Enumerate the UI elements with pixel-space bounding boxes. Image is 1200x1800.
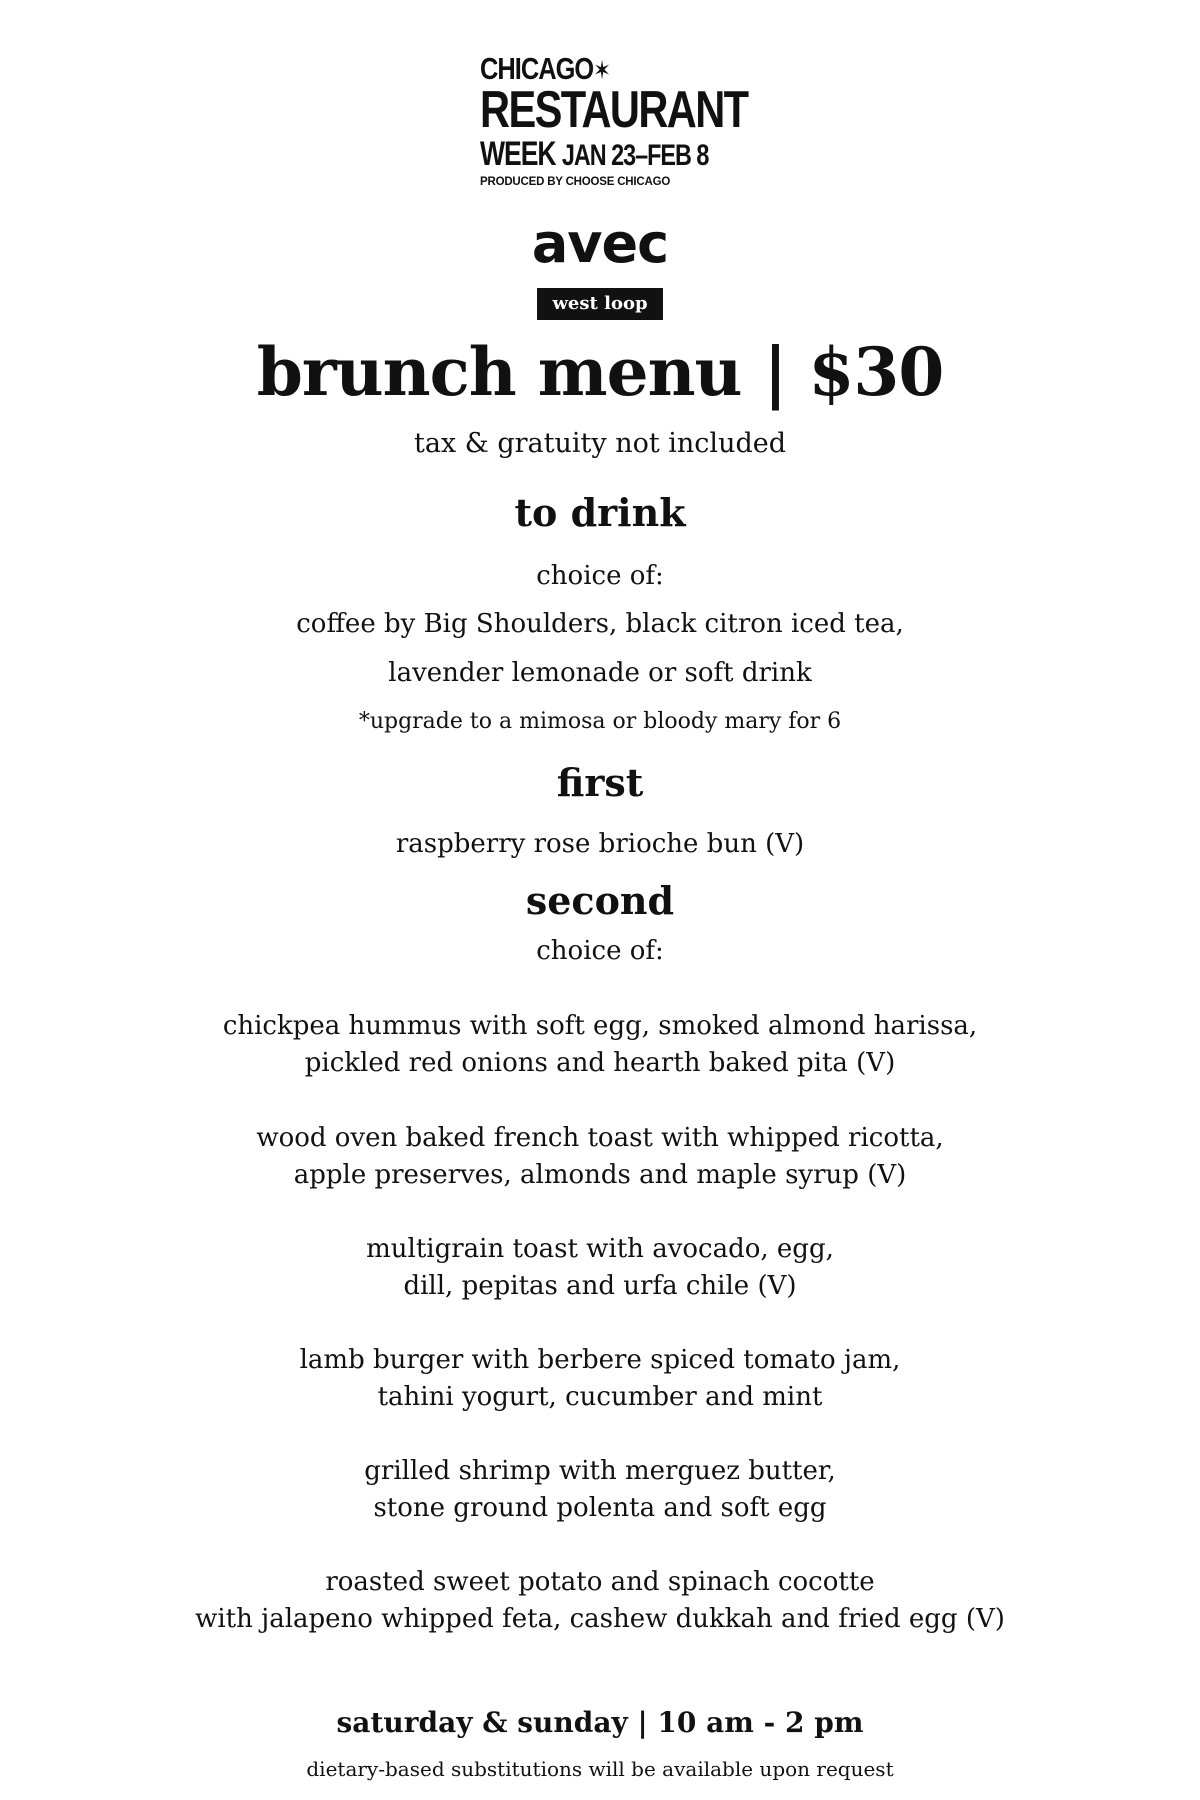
first-course-item: raspberry rose brioche bun (V): [395, 829, 805, 859]
second-choice-label: choice of:: [536, 936, 664, 966]
logo-restaurant: RESTAURANT: [480, 81, 748, 139]
logo-dates: JAN 23–FEB 8: [561, 139, 709, 172]
drink-options-line-1: coffee by Big Shoulders, black citron iced tea,: [296, 609, 904, 639]
dish-line-1: roasted sweet potato and spinach cocotte: [325, 1567, 875, 1597]
dish-item: [0, 1564, 1200, 1638]
dish-line-1: multigrain toast with avocado, egg,: [366, 1234, 834, 1264]
dish-item: [0, 1342, 1200, 1416]
chicago-restaurant-week-logo: [480, 51, 748, 189]
dish-line-2: apple preserves, almonds and maple syrup (V): [293, 1160, 907, 1190]
menu-subtitle: tax & gratuity not included: [413, 428, 786, 459]
dish-line-2: stone ground polenta and soft egg: [373, 1493, 827, 1523]
second-course-heading: second: [525, 878, 675, 923]
first-course-heading: first: [556, 760, 644, 805]
dish-line-2: tahini yogurt, cucumber and mint: [377, 1382, 823, 1412]
dish-item: [0, 1453, 1200, 1527]
service-hours: saturday & sunday | 10 am - 2 pm: [336, 1706, 864, 1739]
dish-line-2: dill, pepitas and urfa chile (V): [403, 1271, 797, 1301]
logo-produced-by: PRODUCED BY CHOOSE CHICAGO: [480, 176, 671, 188]
dish-item: [0, 1120, 1200, 1194]
dietary-note: dietary-based substitutions will be available upon request: [306, 1757, 894, 1781]
dish-line-1: grilled shrimp with merguez butter,: [364, 1456, 836, 1486]
location-badge: west loop: [537, 288, 663, 320]
dish-line-2: with jalapeno whipped feta, cashew dukkah and fried egg (V): [195, 1604, 1005, 1634]
menu-title: brunch menu | $30: [256, 333, 944, 411]
dish-item: [0, 1008, 1200, 1082]
dish-line-2: pickled red onions and hearth baked pita (V): [304, 1048, 896, 1078]
logo-week: WEEK: [480, 135, 556, 173]
restaurant-name: avec: [531, 212, 669, 275]
dish-line-1: lamb burger with berbere spiced tomato jam,: [299, 1345, 901, 1375]
dish-line-1: wood oven baked french toast with whipped ricotta,: [256, 1123, 944, 1153]
drink-options-line-2: lavender lemonade or soft drink: [388, 658, 812, 688]
drink-upgrade-note: *upgrade to a mimosa or bloody mary for 6: [358, 709, 842, 734]
star-icon: ✶: [593, 55, 611, 85]
logo-chicago: CHICAGO: [480, 51, 594, 86]
dish-item: [0, 1231, 1200, 1305]
dish-line-1: chickpea hummus with soft egg, smoked almond harissa,: [222, 1011, 978, 1041]
drink-choice-label: choice of:: [536, 561, 664, 591]
drink-heading: to drink: [514, 490, 686, 535]
